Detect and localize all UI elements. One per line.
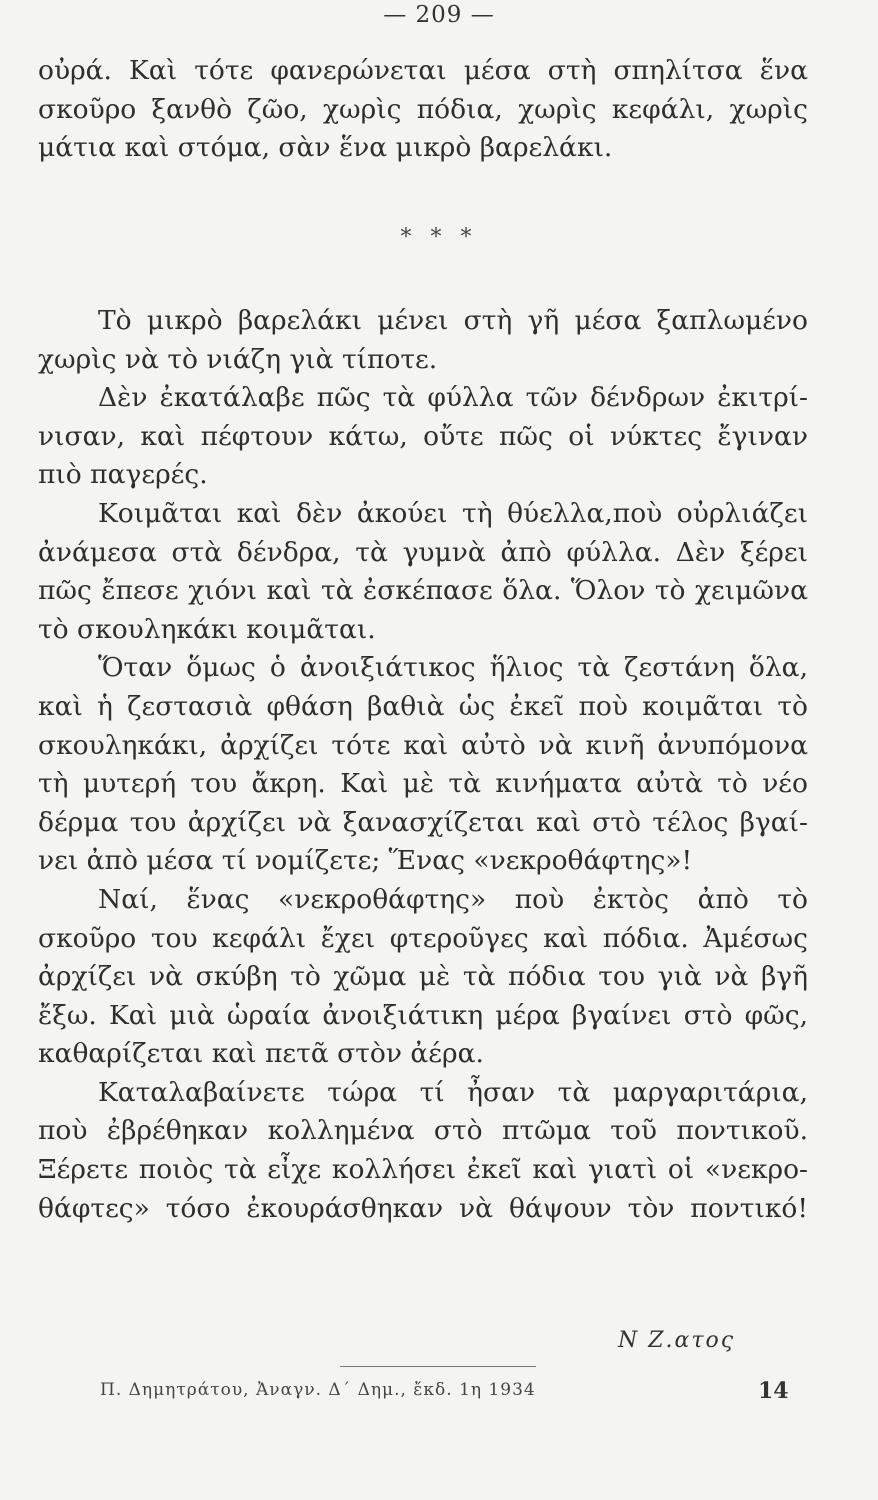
body-text-main	[38, 302, 808, 1228]
text-line: ἀρχίζει νὰ σκύβη τὸ χῶμα μὲ τὰ πόδια του γιὰ νὰ βγῆ	[38, 961, 808, 993]
text-line: δέρμα του ἀρχίζει νὰ ξανασχίζεται καὶ στὸ τέλος βγαί-	[38, 806, 808, 838]
text-line: τὸ σκουληκάκι κοιμᾶται.	[38, 613, 376, 645]
page-number: — 209 —	[383, 2, 495, 28]
text-line: Καταλαβαίνετε τώρα τί ἦσαν τὰ μαργαριτάρια,	[98, 1076, 808, 1108]
text-line: πῶς ἔπεσε χιόνι καὶ τὰ ἐσκέπασε ὅλα. Ὅλον τὸ χειμῶνα	[38, 575, 808, 607]
text-line: νισαν, καὶ πέφτουν κάτω, οὔτε πῶς οἱ νύκτες ἔγιναν	[38, 420, 808, 452]
text-line: Κοιμᾶται καὶ δὲν ἀκούει τὴ θύελλα,ποὺ οὐρλιάζει	[98, 497, 808, 529]
author-signature: Ν Ζ.ατος	[618, 1328, 736, 1353]
text-line: σκοῦρο του κεφάλι ἔχει φτεροῦγες καὶ πόδια. Ἀμέσως	[38, 922, 808, 954]
text-line: πιὸ παγερές.	[38, 459, 208, 491]
text-line: Ναί, ἕνας «νεκροθάφτης» ποὺ ἐκτὸς ἀπὸ τὸ	[98, 883, 808, 915]
text-line: καὶ ἡ ζεστασιὰ φθάση βαθιὰ ὡς ἐκεῖ ποὺ κοιμᾶται τὸ	[38, 690, 808, 722]
sheet-number: 14	[758, 1378, 789, 1404]
text-line: σκοῦρο ξανθὸ ζῶο, χωρὶς πόδια, χωρὶς κεφάλι, χωρὶς	[38, 93, 808, 125]
body-text-top	[38, 52, 808, 168]
text-line: Δὲν ἐκατάλαβε πῶς τὰ φύλλα τῶν δένδρων ἐκιτρί-	[98, 382, 808, 414]
footer-divider	[340, 1366, 536, 1367]
text-line: ἔξω. Καὶ μιὰ ὡραία ἀνοιξιάτικη μέρα βγαίνει στὸ φῶς,	[38, 999, 808, 1031]
text-line: καθαρίζεται καὶ πετᾶ στὸν ἀέρα.	[38, 1038, 484, 1070]
text-line: νει ἀπὸ μέσα τί νομίζετε; Ἕνας «νεκροθάφτης»!	[38, 845, 693, 877]
text-line: οὐρά. Καὶ τότε φανερώνεται μέσα στὴ σπηλίτσα ἕνα	[38, 55, 808, 86]
text-line: σκουληκάκι, ἀρχίζει τότε καὶ αὐτὸ νὰ κινῆ ἀνυπόμονα	[38, 729, 808, 761]
text-line: Τὸ μικρὸ βαρελάκι μένει στὴ γῆ μέσα ξαπλωμένο	[98, 305, 808, 336]
text-line: Ξέρετε ποιὸς τὰ εἶχε κολλήσει ἐκεῖ καὶ γιατὶ οἱ «νεκρο-	[38, 1154, 808, 1186]
text-line: ἀνάμεσα στὰ δένδρα, τὰ γυμνὰ ἀπὸ φύλλα. Δὲν ξέρει	[38, 536, 808, 568]
text-line: ποὺ ἐβρέθηκαν κολλημένα στὸ πτῶμα τοῦ ποντικοῦ.	[38, 1115, 808, 1147]
text-line: χωρὶς νὰ τὸ νιάζη γιὰ τίποτε.	[38, 343, 438, 375]
text-line: τὴ μυτερή του ἄκρη. Καὶ μὲ τὰ κινήματα αὐτὰ τὸ νέο	[38, 768, 808, 800]
text-line: θάφτες» τόσο ἐκουράσθηκαν νὰ θάψουν τὸν ποντικό!	[38, 1192, 808, 1224]
text-line: μάτια καὶ στόμα, σὰν ἕνα μικρὸ βαρελάκι.	[38, 132, 613, 164]
footer-imprint: Π. Δημητράτου, Ἀναγν. Δ΄ Δημ., ἔκδ. 1η 1934	[100, 1380, 536, 1400]
text-line: Ὅταν ὅμως ὁ ἀνοιξιάτικος ἥλιος τὰ ζεστάνη ὅλα,	[98, 652, 808, 684]
section-separator: * * *	[400, 225, 478, 250]
